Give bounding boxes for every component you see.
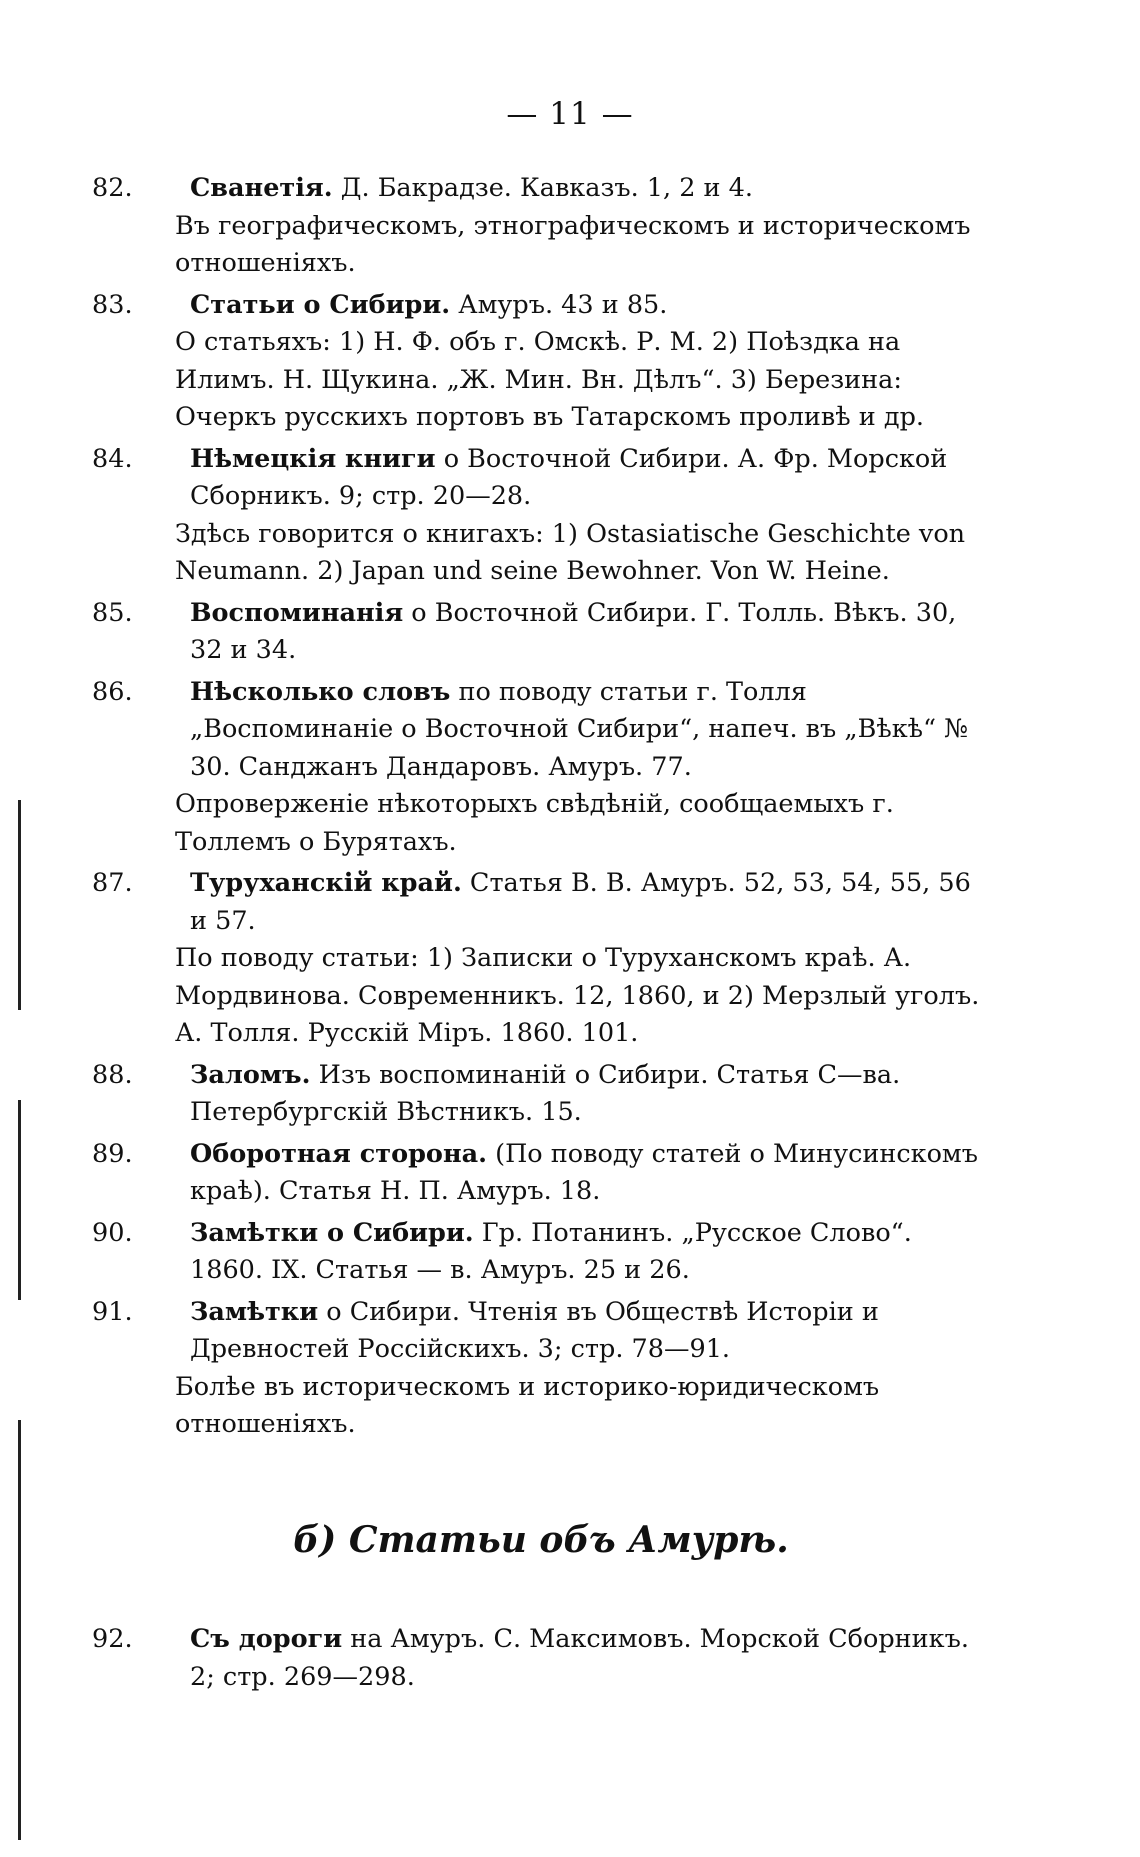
entry-number: 83. [92,289,133,320]
entry-citation [190,287,990,325]
entry-83 [92,287,990,437]
entry-source: на Амуръ. С. Максимовъ. Морской Сборникъ. 2; стр. 269—298. [190,1624,969,1692]
entry-title: Замѣтки [190,1296,319,1327]
entry-number: 85. [92,597,133,628]
entry-number: 90. [92,1217,133,1248]
binding-edge-gap [16,1300,24,1420]
entry-number: 92. [92,1624,133,1654]
page-number: — 11 — [506,96,634,132]
entry-citation [190,865,990,940]
entry-source: Гр. Потанинъ. „Русское Слово“. 1860. IX. Статья — в. Амуръ. 25 и 26. [190,1217,912,1285]
entry-88 [92,1057,990,1132]
entry-note: Опроверженіе нѣкоторыхъ свѣдѣній, сообщаемыхъ г. Толлемъ о Бурятахъ. [175,789,894,857]
entry-note: О статьяхъ: 1) Н. Ф. объ г. Омскѣ. Р. М. 2) Поѣздка на Илимъ. Н. Щукина. „Ж. Мин. Вн. Дѣлъ“. 3) Березина: Очеркъ русскихъ портовъ въ Татарскомъ проливѣ и др. [175,327,925,432]
entry-number: 87. [92,868,133,898]
entry-source: о Восточной Сибири. А. Фр. Морской Сборникъ. 9; стр. 20—28. [190,443,948,511]
entry-note: По поводу статьи: 1) Записки о Туруханскомъ краѣ. А. Мордвинова. Современникъ. 12, 1860, и 2) Мерзлый уголъ. А. Толля. Русскій Міръ. 1860. 101. [175,943,980,1048]
entry-92 [92,1621,990,1696]
entry-number: 84. [92,443,133,474]
entry-number: 86. [92,676,133,707]
entry-89 [92,1136,990,1211]
entry-source: (По поводу статей о Минусинскомъ краѣ). Статья Н. П. Амуръ. 18. [190,1138,978,1206]
entry-number: 82. [92,173,133,203]
entry-citation [190,1136,990,1211]
entry-title: Нѣсколько словъ [190,676,451,707]
entry-citation [190,441,990,516]
entry-citation [190,674,990,787]
entry-title: Туруханскій край. [190,868,462,898]
entry-citation [190,1215,990,1290]
entry-84 [92,441,990,591]
entry-number: 89. [92,1138,133,1169]
entry-title: Воспоминанія [190,597,404,628]
entry-source: Д. Бакрадзе. Кавказъ. 1, 2 и 4. [332,173,753,203]
entry-citation [190,1294,990,1369]
article-list [92,170,990,1700]
entry-source: по поводу статьи г. Толля „Воспоминаніе о Восточной Сибири“, напеч. въ „Вѣкѣ“ № 30. Санджанъ Дандаровъ. Амуръ. 77. [190,676,969,782]
entry-title: Заломъ. [190,1059,311,1090]
entry-title: Замѣтки о Сибири. [190,1217,474,1248]
entry-87 [92,865,990,1053]
entry-citation [190,595,990,670]
entry-source: о Сибири. Чтенія въ Обществѣ Исторіи и Древностей Россійскихъ. 3; стр. 78—91. [190,1296,879,1364]
entry-source: Изъ воспоминаній о Сибири. Статья С—ва. Петербургскій Вѣстникъ. 15. [190,1059,901,1127]
entry-title: Статьи о Сибири. [190,289,451,320]
section-title: б) Статьи объ Амурѣ. [293,1518,789,1561]
entry-85 [92,595,990,670]
entry-source: Статья В. В. Амуръ. 52, 53, 54, 55, 56 и 57. [190,868,971,936]
entry-citation [190,1621,990,1696]
entry-source: о Восточной Сибири. Г. Толль. Вѣкъ. 30, 32 и 34. [190,597,957,665]
binding-edge-gap [16,1010,24,1100]
entry-title: Съ дороги [190,1624,343,1654]
entry-82 [92,170,990,283]
entry-number: 88. [92,1059,133,1090]
entry-86 [92,674,990,862]
entry-note: Болѣе въ историческомъ и историко-юридическомъ отношеніяхъ. [175,1371,880,1439]
entry-note: Здѣсь говорится о книгахъ: 1) Ostasiatische Geschichte von Neumann. 2) Japan und seine Bewohner. Von W. Heine. [175,518,966,586]
entry-title: Оборотная сторона. [190,1138,488,1169]
entry-note: Въ географическомъ, этнографическомъ и историческомъ отношеніяхъ. [175,210,971,278]
entry-citation [190,170,990,208]
entry-title: Нѣмецкія книги [190,443,436,474]
entry-title: Сванетія. [190,173,333,203]
entry-91 [92,1294,990,1444]
entry-number: 91. [92,1296,133,1327]
entry-source: Амуръ. 43 и 85. [450,289,668,320]
entry-citation [190,1057,990,1132]
entry-90 [92,1215,990,1290]
